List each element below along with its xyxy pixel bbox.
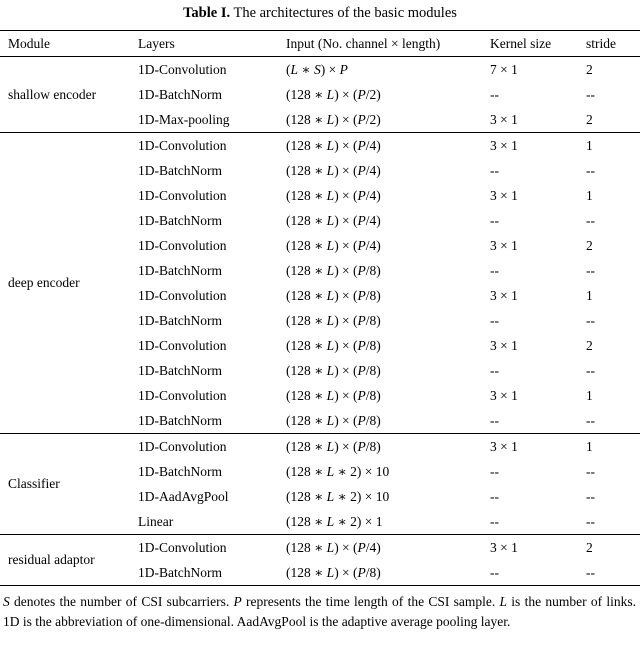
stride-cell: -- xyxy=(586,86,595,102)
stride-cell: 1 xyxy=(586,137,593,153)
stride-cell: 2 xyxy=(586,337,593,353)
layer-cell: 1D-Convolution xyxy=(138,287,227,303)
table-row xyxy=(0,535,640,561)
table-row xyxy=(0,133,640,159)
table-title-label: Table I. xyxy=(183,5,231,21)
stride-cell: -- xyxy=(586,362,595,378)
kernel-cell: -- xyxy=(490,513,499,529)
layer-cell: 1D-BatchNorm xyxy=(138,212,222,228)
kernel-cell: 3 × 1 xyxy=(490,137,518,153)
stride-cell: -- xyxy=(586,312,595,328)
stride-cell: 1 xyxy=(586,287,593,303)
kernel-cell: 3 × 1 xyxy=(490,539,518,555)
layer-cell: 1D-AadAvgPool xyxy=(138,488,229,504)
column-header: Kernel size xyxy=(490,35,552,51)
layer-cell: 1D-Convolution xyxy=(138,539,227,555)
stride-cell: 1 xyxy=(586,387,593,403)
table-body xyxy=(0,57,640,586)
layer-cell: 1D-Convolution xyxy=(138,387,227,403)
stride-cell: -- xyxy=(586,513,595,529)
column-header: Module xyxy=(8,35,50,51)
kernel-cell: -- xyxy=(490,86,499,102)
table-row xyxy=(0,434,640,460)
input-cell: (128 ∗ L) × (P/8) xyxy=(286,564,381,580)
input-cell: (128 ∗ L) × (P/4) xyxy=(286,212,381,228)
kernel-cell: 3 × 1 xyxy=(490,337,518,353)
layer-cell: 1D-BatchNorm xyxy=(138,86,222,102)
input-cell: (128 ∗ L) × (P/4) xyxy=(286,237,381,253)
kernel-cell: -- xyxy=(490,362,499,378)
input-cell: (128 ∗ L) × (P/4) xyxy=(286,187,381,203)
layer-cell: 1D-BatchNorm xyxy=(138,362,222,378)
table-title-text: The architectures of the basic modules xyxy=(230,5,457,21)
column-header: Layers xyxy=(138,35,175,51)
input-cell: (128 ∗ L) × (P/8) xyxy=(286,387,381,403)
layer-cell: 1D-BatchNorm xyxy=(138,564,222,580)
layer-cell: 1D-BatchNorm xyxy=(138,463,222,479)
kernel-cell: -- xyxy=(490,262,499,278)
input-cell: (128 ∗ L) × (P/8) xyxy=(286,337,381,353)
input-cell: (128 ∗ L) × (P/8) xyxy=(286,262,381,278)
stride-cell: -- xyxy=(586,412,595,428)
layer-cell: 1D-Max-pooling xyxy=(138,111,230,127)
layer-cell: 1D-Convolution xyxy=(138,237,227,253)
kernel-cell: -- xyxy=(490,463,499,479)
module-cell: Classifier xyxy=(8,476,60,491)
input-cell: (128 ∗ L) × (P/8) xyxy=(286,287,381,303)
module-cell: shallow encoder xyxy=(8,86,97,102)
stride-cell: 2 xyxy=(586,111,593,127)
kernel-cell: -- xyxy=(490,312,499,328)
stride-cell: -- xyxy=(586,463,595,479)
kernel-cell: 3 × 1 xyxy=(490,187,518,203)
input-cell: (128 ∗ L) × (P/2) xyxy=(286,111,381,127)
module-cell: deep encoder xyxy=(8,275,80,290)
input-cell: (128 ∗ L ∗ 2) × 1 xyxy=(286,513,383,529)
input-cell: (128 ∗ L) × (P/4) xyxy=(286,539,381,555)
header-row xyxy=(0,31,640,57)
kernel-cell: 7 × 1 xyxy=(490,61,518,77)
stride-cell: -- xyxy=(586,488,595,504)
column-header: Input (No. channel × length) xyxy=(286,35,441,51)
input-cell: (L ∗ S) × P xyxy=(286,61,348,77)
input-cell: (128 ∗ L) × (P/8) xyxy=(286,412,381,428)
layer-cell: 1D-Convolution xyxy=(138,137,227,153)
layer-cell: 1D-Convolution xyxy=(138,438,227,454)
architecture-table xyxy=(0,30,640,586)
kernel-cell: -- xyxy=(490,488,499,504)
input-cell: (128 ∗ L) × (P/4) xyxy=(286,137,381,153)
kernel-cell: 3 × 1 xyxy=(490,237,518,253)
stride-cell: -- xyxy=(586,212,595,228)
kernel-cell: 3 × 1 xyxy=(490,111,518,127)
module-cell: residual adaptor xyxy=(8,552,95,567)
input-cell: (128 ∗ L) × (P/8) xyxy=(286,438,381,454)
layer-cell: 1D-BatchNorm xyxy=(138,162,222,178)
stride-cell: -- xyxy=(586,262,595,278)
table-title xyxy=(0,5,640,22)
kernel-cell: -- xyxy=(490,212,499,228)
stride-cell: 2 xyxy=(586,61,593,77)
layer-cell: 1D-Convolution xyxy=(138,61,227,77)
table-footnote: S denotes the number of CSI subcarriers. P represents the time length of the CSI sample. L is the number of links. 1D is the abbreviation of one-dimensional. AadAvgPool is the adaptive average pooling layer. xyxy=(3,594,636,629)
kernel-cell: -- xyxy=(490,564,499,580)
stride-cell: 1 xyxy=(586,438,593,454)
layer-cell: 1D-Convolution xyxy=(138,187,227,203)
stride-cell: -- xyxy=(586,564,595,580)
stride-cell: -- xyxy=(586,162,595,178)
kernel-cell: 3 × 1 xyxy=(490,438,518,454)
kernel-cell: -- xyxy=(490,162,499,178)
kernel-cell: 3 × 1 xyxy=(490,387,518,403)
layer-cell: 1D-Convolution xyxy=(138,337,227,353)
table-row xyxy=(0,57,640,83)
layer-cell: Linear xyxy=(138,513,174,529)
input-cell: (128 ∗ L) × (P/4) xyxy=(286,162,381,178)
column-header: stride xyxy=(586,35,616,51)
input-cell: (128 ∗ L) × (P/2) xyxy=(286,86,381,102)
layer-cell: 1D-BatchNorm xyxy=(138,312,222,328)
kernel-cell: 3 × 1 xyxy=(490,287,518,303)
kernel-cell: -- xyxy=(490,412,499,428)
input-cell: (128 ∗ L) × (P/8) xyxy=(286,312,381,328)
stride-cell: 1 xyxy=(586,187,593,203)
layer-cell: 1D-BatchNorm xyxy=(138,412,222,428)
layer-cell: 1D-BatchNorm xyxy=(138,262,222,278)
input-cell: (128 ∗ L) × (P/8) xyxy=(286,362,381,378)
stride-cell: 2 xyxy=(586,539,593,555)
input-cell: (128 ∗ L ∗ 2) × 10 xyxy=(286,463,390,479)
stride-cell: 2 xyxy=(586,237,593,253)
input-cell: (128 ∗ L ∗ 2) × 10 xyxy=(286,488,390,504)
